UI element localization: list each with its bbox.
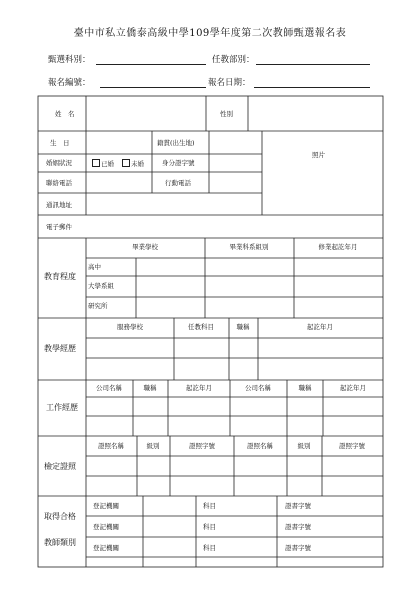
phone-label: 聯絡電話: [46, 179, 72, 187]
edu-row-highschool: 高中: [88, 263, 101, 271]
married-checkbox[interactable]: [92, 159, 100, 167]
qual-cert-3: 證書字號: [285, 544, 311, 552]
lic-name-header-2: 證照名稱: [247, 442, 273, 450]
qualification-section-line1: 取得合格: [44, 512, 76, 521]
address-label: 通訊地址: [46, 201, 72, 209]
email-label: 電子郵件: [46, 223, 72, 231]
mobile-label: 行動電話: [165, 179, 191, 187]
id-no-label: 身分證字號: [162, 159, 195, 167]
teach-subject-header: 任教科目: [188, 323, 214, 331]
teach-school-header: 服務學校: [117, 323, 143, 331]
qual-subject-2: 科目: [203, 523, 216, 531]
gender-label: 性別: [220, 110, 233, 118]
teach-period-header: 起訖年月: [307, 323, 333, 331]
lic-name-header-1: 證照名稱: [98, 442, 124, 450]
work-section: 工作經歷: [46, 403, 78, 412]
qual-authority-1: 登記機關: [93, 502, 119, 510]
single-checkbox[interactable]: [122, 159, 130, 167]
edu-row-graduate: 研究所: [88, 302, 108, 310]
lic-number-header-1: 證照字號: [189, 442, 215, 450]
edu-row-university: 大學系組: [88, 282, 114, 290]
work-title-header-2: 職稱: [298, 384, 312, 392]
work-period-header-2: 起訖年月: [340, 384, 366, 392]
qual-authority-2: 登記機關: [93, 523, 119, 531]
teach-title-header: 職稱: [236, 323, 250, 331]
married-option[interactable]: 已婚: [92, 159, 114, 168]
qual-cert-1: 證書字號: [285, 502, 311, 510]
marital-label: 婚姻狀況: [46, 159, 72, 167]
edu-dept-header: 畢業科系組別: [229, 243, 269, 251]
qualification-section-line2: 教師類別: [44, 538, 76, 547]
qual-subject-3: 科目: [203, 544, 216, 552]
department-label: 任教部別：: [212, 55, 255, 65]
form-title: 臺中市私立僑泰高級中學109學年度第二次教師甄選報名表: [73, 28, 347, 39]
lic-level-header-1: 級別: [146, 442, 160, 450]
lic-level-header-2: 級別: [297, 442, 311, 450]
lic-number-header-2: 證照字號: [339, 442, 365, 450]
qual-subject-1: 科目: [203, 502, 216, 510]
work-company-header-2: 公司名稱: [245, 384, 271, 392]
license-section: 檢定證照: [44, 462, 76, 471]
reg-date-label: 報名日期：: [208, 78, 251, 88]
qual-authority-3: 登記機關: [93, 544, 119, 552]
photo-label: 照片: [312, 151, 325, 159]
apply-subject-label: 甄選科別：: [48, 55, 91, 65]
education-section: 教育程度: [44, 272, 76, 281]
edu-school-header: 畢業學校: [132, 243, 158, 251]
work-title-header-1: 職稱: [143, 384, 157, 392]
work-period-header-1: 起訖年月: [186, 384, 212, 392]
origin-label: 籍貫(出生地): [157, 139, 195, 147]
qual-cert-2: 證書字號: [285, 523, 311, 531]
single-option[interactable]: 未婚: [122, 159, 144, 168]
work-company-header-1: 公司名稱: [96, 384, 122, 392]
name-label: 姓 名: [55, 110, 75, 118]
birth-label: 生 日: [50, 139, 70, 147]
reg-no-label: 報名編號：: [48, 78, 91, 88]
edu-period-header: 修業起訖年月: [318, 243, 358, 251]
teaching-section: 教學經歷: [44, 344, 76, 353]
